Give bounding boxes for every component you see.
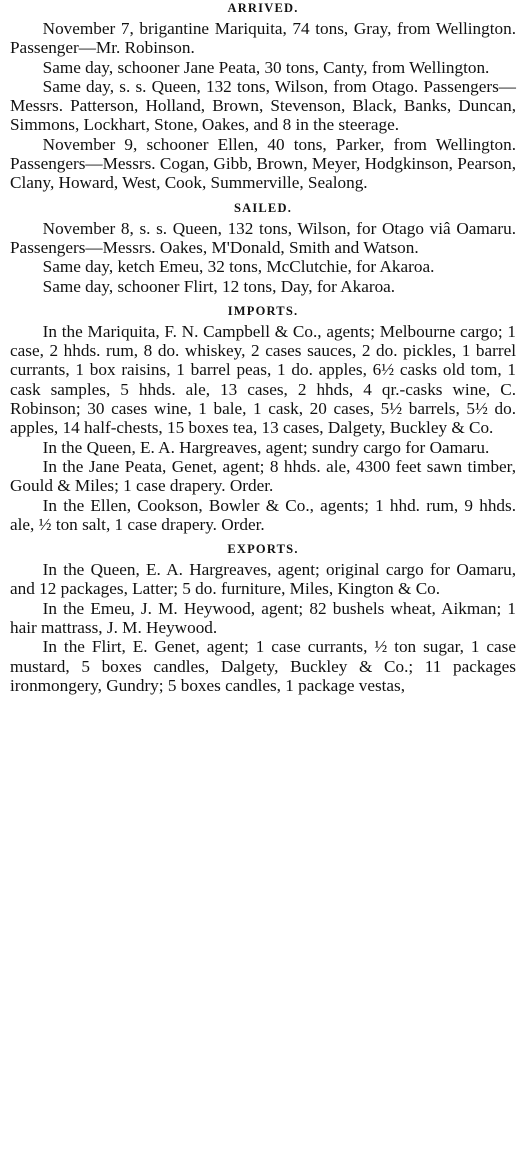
shipping-entry: November 8, s. s. Queen, 132 tons, Wilson, for Otago viâ Oamaru. Passengers—Messrs. Oakes, M'Donald, Smith and Watson. (10, 218, 516, 257)
cargo-entry: In the Queen, E. A. Hargreaves, agent; sundry cargo for Oamaru. (42, 437, 490, 457)
shipping-entry: Same day, schooner Flirt, 12 tons, Day, for Akaroa. (42, 276, 396, 296)
cargo-entry: In the Jane Peata, Genet, agent; 8 hhds. ale, 4300 feet sawn timber, Gould & Miles; 1 case drapery. Order. (10, 456, 516, 496)
section-heading-arrived: ARRIVED. (227, 1, 299, 15)
section-imports (10, 304, 516, 534)
section-heading-imports: IMPORTS. (227, 303, 299, 318)
shipping-entry: November 7, brigantine Mariquita, 74 tons, Gray, from Wellington. Passenger—Mr. Robinson. (10, 19, 516, 58)
section-sailed (10, 201, 516, 296)
section-heading-sailed: SAILED. (233, 200, 293, 215)
section-heading-exports: EXPORTS. (227, 542, 299, 557)
cargo-entry: In the Emeu, J. M. Heywood, agent; 82 bushels wheat, Aikman; 1 hair mattrass, J. M. Heywood. (10, 598, 516, 638)
cargo-entry: In the Flirt, E. Genet, agent; 1 case currants, ½ ton sugar, 1 case mustard, 5 boxes candles, Dalgety, Buckley & Co.; 11 packages ironmongery, Gundry; 5 boxes candles, 1 package vestas, (10, 637, 516, 695)
shipping-entry: Same day, s. s. Queen, 132 tons, Wilson, from Otago. Passengers—Messrs. Patterson, Holland, Brown, Stevenson, Black, Banks, Duncan, Simmons, Lockhart, Stone, Oakes, and 8 in the steerage. (10, 76, 516, 135)
section-arrived (10, 0, 516, 193)
section-exports (10, 542, 516, 695)
shipping-entry: Same day, ketch Emeu, 32 tons, McClutchie, for Akaroa. (42, 257, 435, 277)
cargo-entry: In the Queen, E. A. Hargreaves, agent; original cargo for Oamaru, and 12 packages, Latter; 5 do. furniture, Miles, Kington & Co. (10, 560, 516, 599)
cargo-entry: In the Mariquita, F. N. Campbell & Co., agents; Melbourne cargo; 1 case, 2 hhds. rum, 8 do. whiskey, 2 cases sauces, 2 do. pickles, 1 barrel currants, 1 box raisins, 1 barrel peas, 1 do. apples, 6½ casks old tom, 1 cask samples, 5 hhds. ale, 13 cases, 2 hhds, 4 qr.-casks wine, C. Robinson; 30 cases wine, 1 bale, 1 cask, 20 cases, 5½ barrels, 5½ do. apples, 14 half-chests, 15 boxes tea, 13 cases, Dalgety, Buckley & Co. (10, 321, 516, 438)
shipping-entry: November 9, schooner Ellen, 40 tons, Parker, from Wellington. Passengers—Messrs. Cogan, Gibb, Brown, Meyer, Hodgkinson, Pearson, Clany, Howard, West, Cook, Summerville, Sealong. (10, 134, 516, 193)
cargo-entry: In the Ellen, Cookson, Bowler & Co., agents; 1 hhd. rum, 9 hhds. ale, ½ ton salt, 1 case drapery. Order. (10, 495, 516, 534)
shipping-entry: Same day, schooner Jane Peata, 30 tons, Canty, from Wellington. (42, 57, 490, 77)
